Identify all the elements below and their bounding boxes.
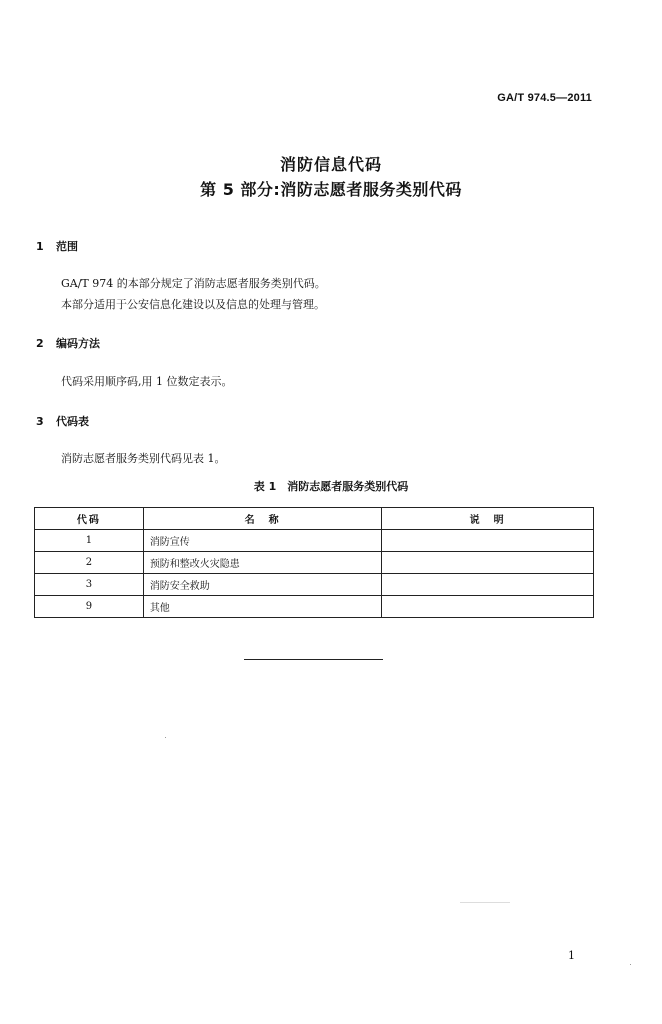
column-header-code: 代码 <box>35 508 144 530</box>
cell-code: 9 <box>35 596 144 618</box>
standard-code: GA/T 974.5—2011 <box>497 92 592 104</box>
section-3-paragraph-1: 消防志愿者服务类别代码见表 1。 <box>61 452 226 465</box>
section-number: 1 <box>36 240 44 253</box>
column-header-name: 名 称 <box>143 508 382 530</box>
scan-speck <box>165 737 166 738</box>
section-title: 范围 <box>56 240 78 253</box>
table-row <box>35 574 594 596</box>
section-title: 代码表 <box>56 415 89 428</box>
section-2-paragraph-1: 代码采用顺序码,用 1 位数定表示。 <box>61 375 233 388</box>
table-row <box>35 552 594 574</box>
section-title: 编码方法 <box>56 337 100 350</box>
section-1-paragraph-2: 本部分适用于公安信息化建设以及信息的处理与管理。 <box>61 298 325 311</box>
section-3-heading <box>36 413 89 429</box>
section-1-heading <box>36 238 78 254</box>
section-number: 3 <box>36 415 44 428</box>
cell-name: 其他 <box>143 596 382 618</box>
table-header-row <box>35 508 594 530</box>
cell-code: 3 <box>35 574 144 596</box>
document-title: 消防信息代码 <box>279 155 382 174</box>
column-header-note: 说 明 <box>382 508 594 530</box>
cell-note <box>382 574 594 596</box>
cell-note <box>382 596 594 618</box>
table-row <box>35 596 594 618</box>
cell-name: 消防宣传 <box>143 530 382 552</box>
cell-note <box>382 552 594 574</box>
scan-speck <box>630 964 631 965</box>
cell-note <box>382 530 594 552</box>
section-2-heading <box>36 335 100 351</box>
code-table <box>34 507 594 618</box>
cell-code: 1 <box>35 530 144 552</box>
table-caption: 表 1 消防志愿者服务类别代码 <box>253 480 409 493</box>
section-1-paragraph-1: GA/T 974 的本部分规定了消防志愿者服务类别代码。 <box>61 277 326 290</box>
cell-code: 2 <box>35 552 144 574</box>
section-number: 2 <box>36 337 44 350</box>
cell-name: 消防安全救助 <box>143 574 382 596</box>
scan-speck <box>460 902 510 903</box>
document-subtitle: 第 5 部分:消防志愿者服务类别代码 <box>200 180 462 199</box>
table-row <box>35 530 594 552</box>
end-rule <box>244 659 383 660</box>
page-number: 1 <box>568 949 575 962</box>
cell-name: 预防和整改火灾隐患 <box>143 552 382 574</box>
